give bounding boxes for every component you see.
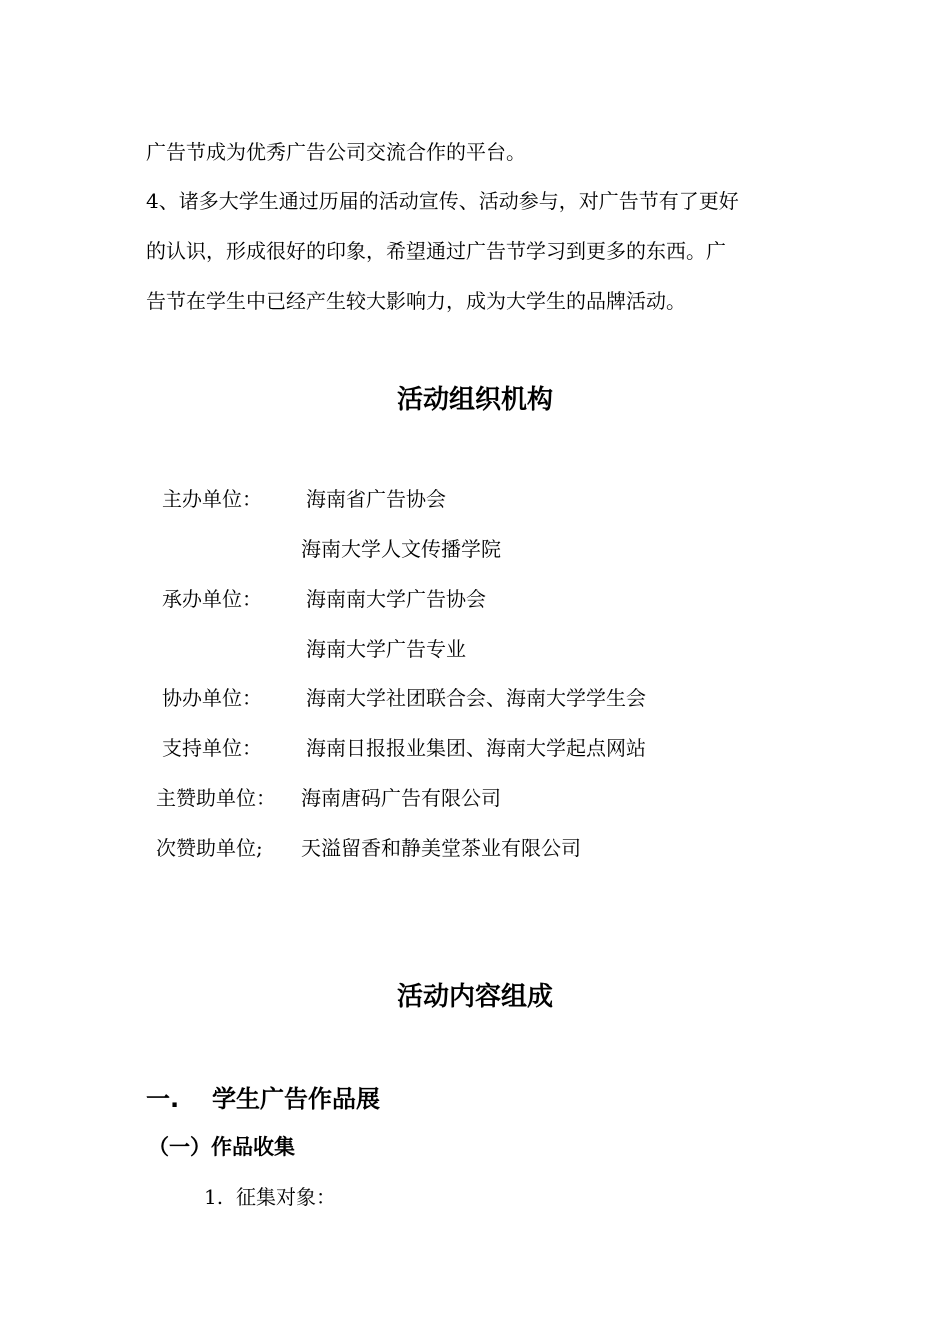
org-value: 海南南大学广告协会 — [306, 587, 486, 611]
org-value: 海南省广告协会 — [306, 487, 446, 511]
content-heading: 活动内容组成 — [396, 982, 553, 1012]
org-label: 支持单位： — [162, 736, 262, 760]
paragraph-line: 告节在学生中已经产生较大影响力，成为大学生的品牌活动。 — [146, 289, 686, 313]
section-title-text: 学生广告作品展 — [212, 1085, 380, 1113]
org-label: 承办单位： — [162, 587, 262, 611]
paragraph-line: 的认识，形成很好的印象，希望通过广告节学习到更多的东西。广 — [146, 239, 726, 263]
paragraph-line: 4、诸多大学生通过历届的活动宣传、活动参与，对广告节有了更好 — [146, 189, 739, 213]
item-number: 1. — [204, 1185, 224, 1209]
org-value: 天溢留香和静美堂茶业有限公司 — [301, 836, 581, 860]
org-label: 主赞助单位： — [156, 786, 276, 810]
org-value: 海南大学广告专业 — [306, 637, 466, 661]
section-title — [146, 1084, 380, 1114]
subsection-title: （一）作品收集 — [148, 1135, 295, 1159]
org-label: 协办单位： — [162, 686, 262, 710]
org-label: 主办单位： — [162, 487, 262, 511]
org-value: 海南大学人文传播学院 — [301, 537, 501, 561]
org-heading: 活动组织机构 — [396, 385, 553, 415]
org-value: 海南唐码广告有限公司 — [301, 786, 501, 810]
org-value: 海南大学社团联合会、海南大学学生会 — [306, 686, 646, 710]
org-value: 海南日报报业集团、海南大学起点网站 — [306, 736, 646, 760]
section-number: 一. — [146, 1085, 180, 1113]
paragraph-line: 广告节成为优秀广告公司交流合作的平台。 — [146, 140, 526, 164]
org-label: 次赞助单位; — [156, 836, 263, 860]
list-item — [204, 1185, 336, 1209]
item-text: 征集对象： — [236, 1185, 336, 1209]
